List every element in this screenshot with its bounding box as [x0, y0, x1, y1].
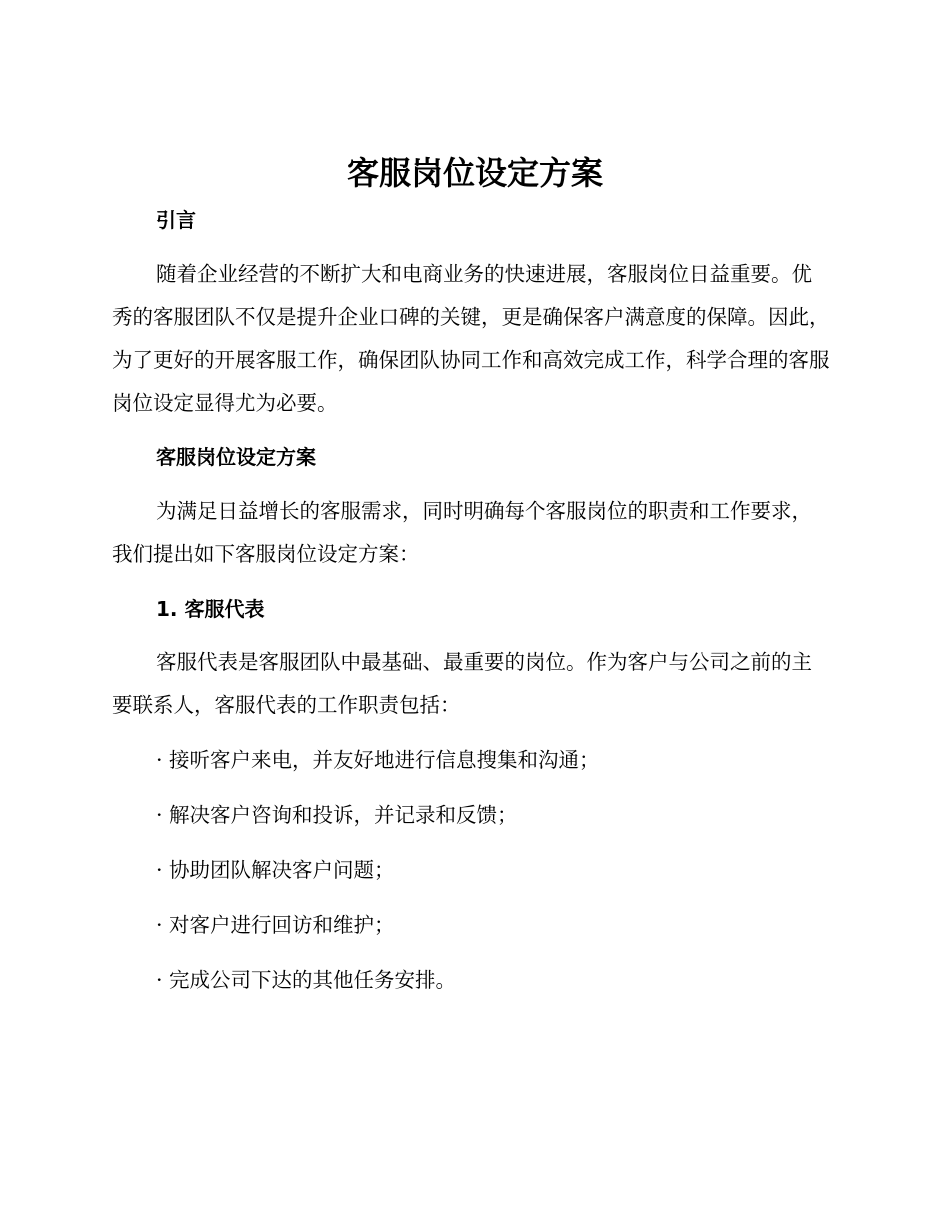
intro-heading: 引言 — [156, 208, 196, 232]
plan-paragraph: 为满足日益增长的客服需求，同时明确每个客服岗位的职责和工作要求，我们提出如下客服岗位设定方案： — [112, 499, 812, 566]
section1-heading: 1. 客服代表 — [156, 597, 265, 621]
plan-heading: 客服岗位设定方案 — [156, 445, 316, 469]
duty-item: · 解决客户咨询和投诉，并记录和反馈； — [156, 803, 518, 827]
duty-item: · 完成公司下达的其他任务安排。 — [156, 968, 457, 992]
duty-item: · 对客户进行回访和维护； — [156, 913, 395, 937]
document-title: 客服岗位设定方案 — [346, 154, 603, 192]
duty-item: · 接听客户来电，并友好地进行信息搜集和沟通； — [156, 748, 600, 772]
intro-paragraph: 随着企业经营的不断扩大和电商业务的快速进展，客服岗位日益重要。优秀的客服团队不仅是提升企业口碑的关键，更是确保客户满意度的保障。因此，为了更好的开展客服工作，确保团队协同工作和高效完成工作，科学合理的客服岗位设定显得尤为必要。 — [112, 262, 830, 415]
section1-paragraph: 客服代表是客服团队中最基础、最重要的岗位。作为客户与公司之前的主要联系人，客服代表的工作职责包括： — [112, 650, 812, 717]
duty-item: · 协助团队解决客户问题； — [156, 858, 395, 882]
